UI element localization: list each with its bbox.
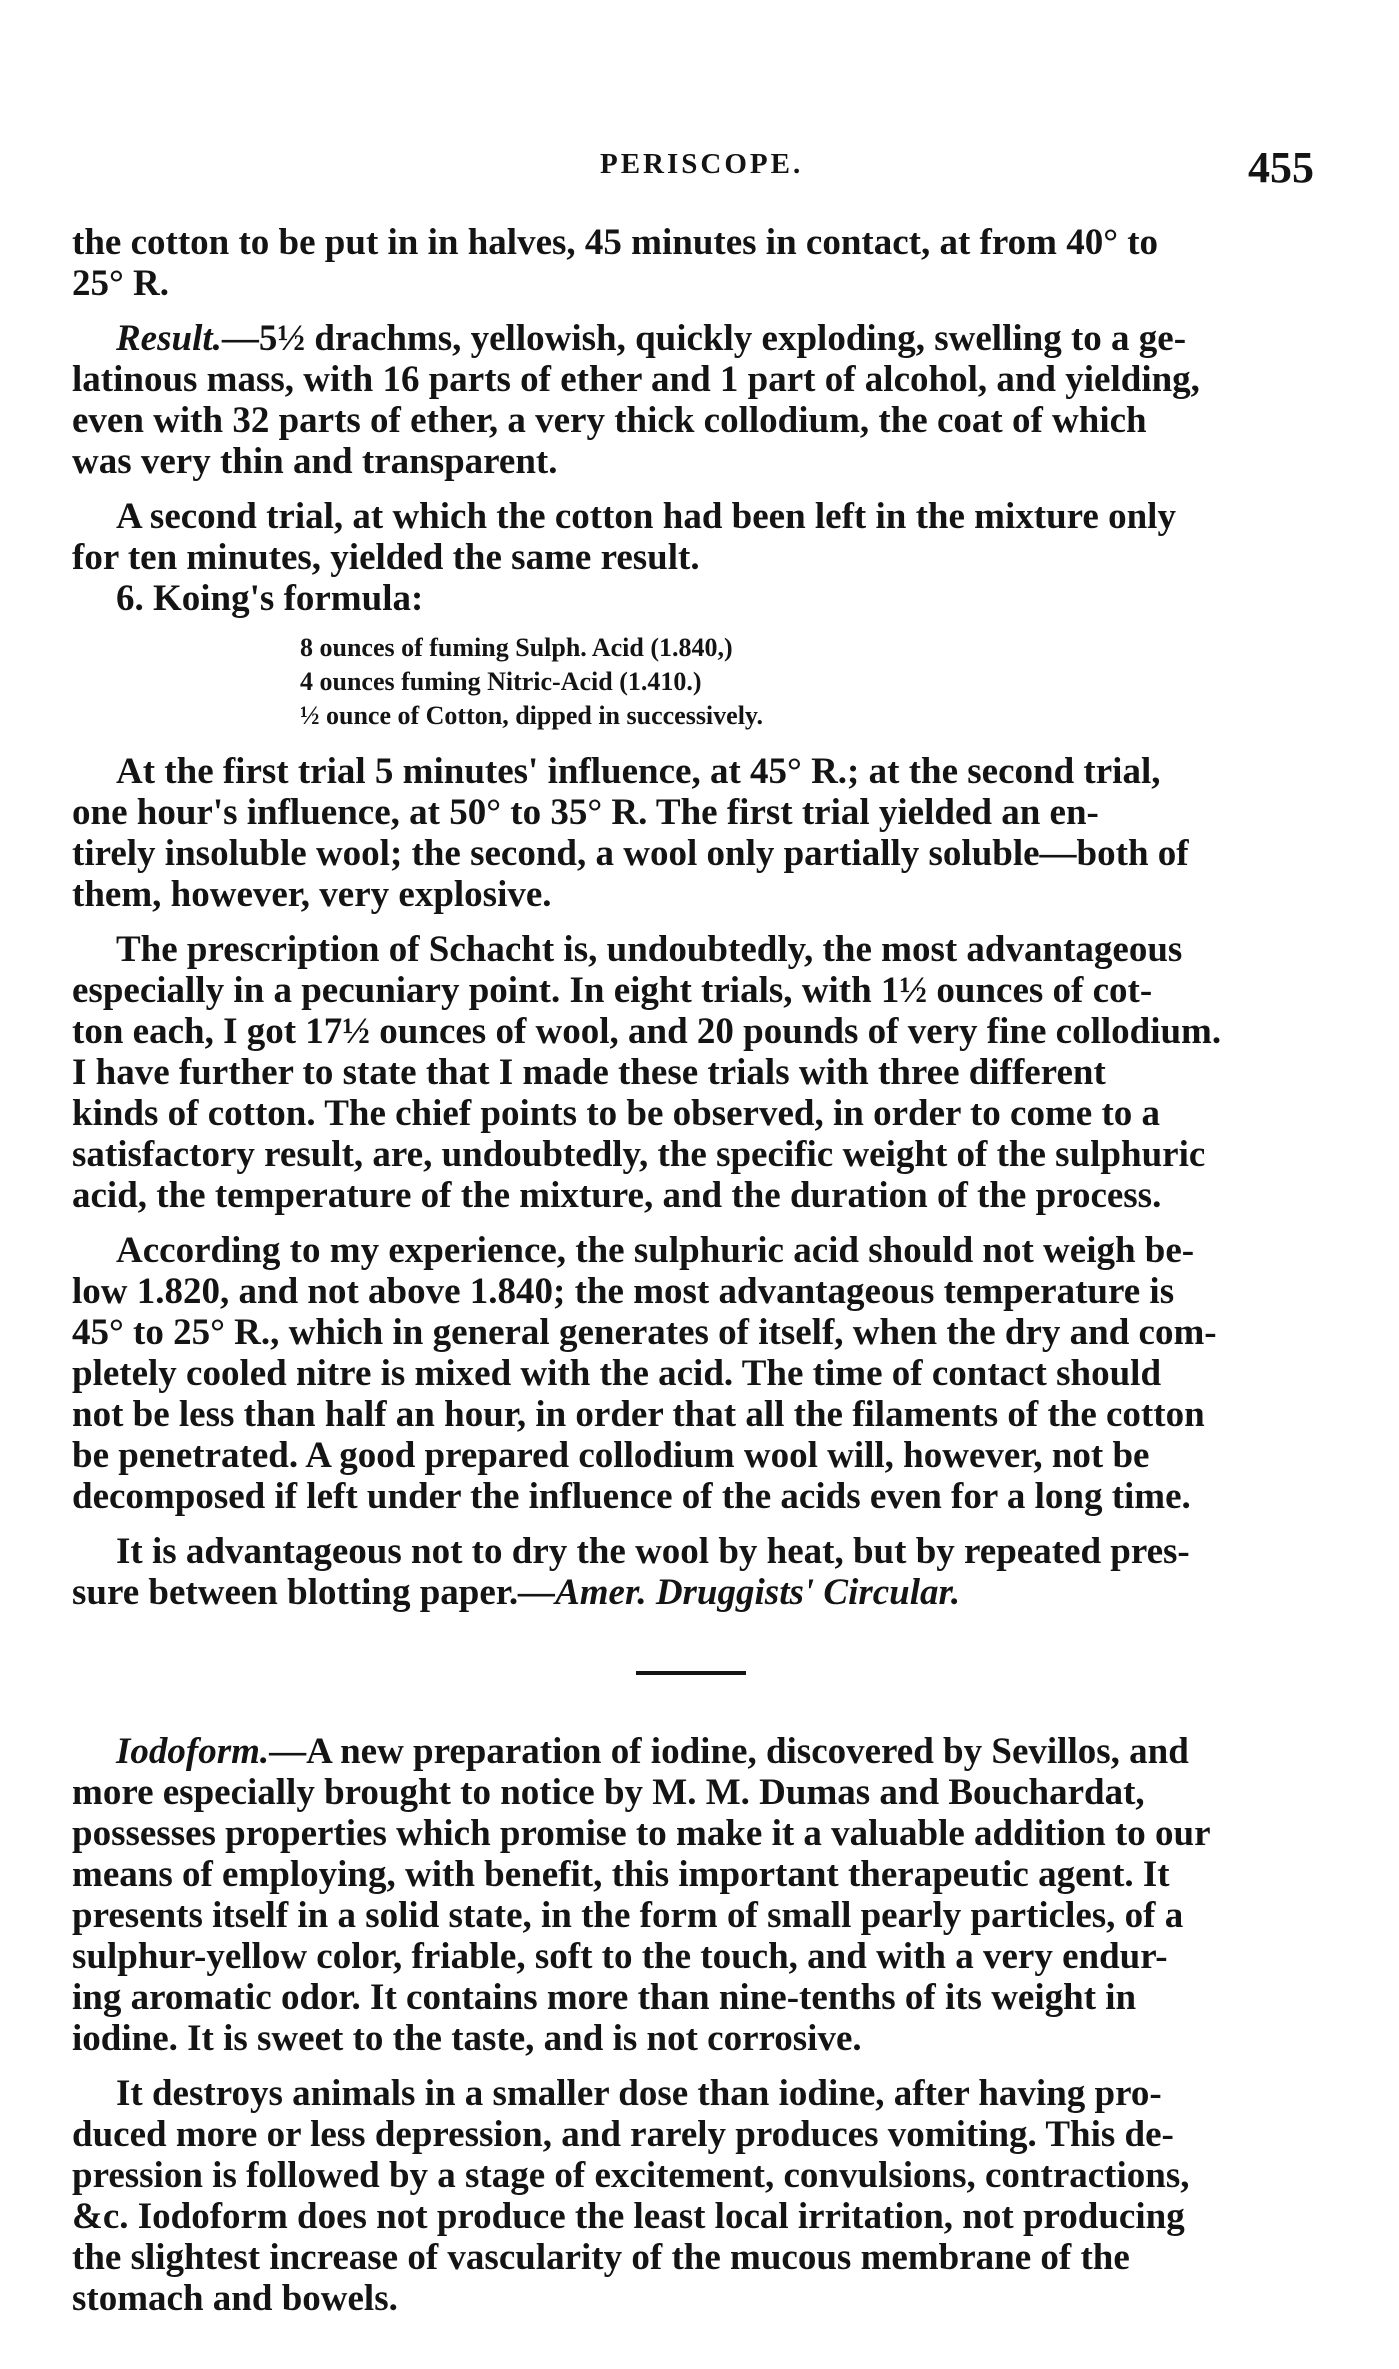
text-line: latinous mass, with 16 parts of ether and 1 part of alcohol, and yielding, — [72, 359, 1200, 400]
formula-line: 4 ounces fuming Nitric-Acid (1.410.) — [300, 667, 702, 696]
text-line: iodine. It is sweet to the taste, and is not corrosive. — [72, 2018, 862, 2059]
text-line: A second trial, at which the cotton had been left in the mixture only — [116, 496, 1176, 537]
text-line: —A new preparation of iodine, discovered by Sevillos, and — [269, 1731, 1189, 1772]
text-line: pression is followed by a stage of excitement, convulsions, contractions, — [72, 2155, 1190, 2196]
source-citation: —Amer. Druggists' Circular. — [518, 1572, 961, 1613]
paragraph-first-trial — [72, 751, 1310, 915]
text-line: was very thin and transparent. — [72, 441, 558, 482]
paragraph-continuation — [72, 222, 1310, 304]
paragraph-experience — [72, 1230, 1310, 1517]
formula-line: ½ ounce of Cotton, dipped in successively. — [300, 701, 763, 730]
text-line: duced more or less depression, and rarely produces vomiting. This de- — [72, 2114, 1174, 2155]
text-line: stomach and bowels. — [72, 2278, 398, 2319]
text-line: means of employing, with benefit, this important therapeutic agent. It — [72, 1854, 1170, 1895]
paragraph-schacht — [72, 929, 1310, 1216]
text-line: According to my experience, the sulphuric acid should not weigh be- — [116, 1230, 1195, 1271]
text-line: especially in a pecuniary point. In eight trials, with 1½ ounces of cot- — [72, 970, 1153, 1011]
text-line: acid, the temperature of the mixture, and the duration of the process. — [72, 1175, 1162, 1216]
text-line: The prescription of Schacht is, undoubtedly, the most advantageous — [116, 929, 1183, 970]
formula-line: 8 ounces of fuming Sulph. Acid (1.840,) — [300, 633, 733, 662]
text-line: At the first trial 5 minutes' influence, at 45° R.; at the second trial, — [116, 751, 1161, 792]
text-line: satisfactory result, are, undoubtedly, the specific weight of the sulphuric — [72, 1134, 1206, 1175]
text-line: —5½ drachms, yellowish, quickly exploding, swelling to a ge- — [221, 318, 1187, 359]
text-line: presents itself in a solid state, in the form of small pearly particles, of a — [72, 1895, 1184, 1936]
text-line: pletely cooled nitre is mixed with the acid. The time of contact should — [72, 1353, 1162, 1394]
text-line: the cotton to be put in in halves, 45 minutes in contact, at from 40° to — [72, 222, 1159, 263]
paragraph-result — [72, 318, 1310, 482]
text-line: not be less than half an hour, in order that all the filaments of the cotton — [72, 1394, 1205, 1435]
text-line: one hour's influence, at 50° to 35° R. The first trial yielded an en- — [72, 792, 1099, 833]
text-line: the slightest increase of vascularity of the mucous membrane of the — [72, 2237, 1130, 2278]
text-line: 6. Koing's formula: — [116, 578, 424, 619]
text-line: low 1.820, and not above 1.840; the most advantageous temperature is — [72, 1271, 1175, 1312]
text-line: 25° R. — [72, 263, 170, 304]
result-label: Result. — [116, 318, 222, 359]
text-line: more especially brought to notice by M. M. Dumas and Bouchardat, — [72, 1772, 1145, 1813]
text-line: for ten minutes, yielded the same result. — [72, 537, 700, 578]
section-divider — [636, 1671, 746, 1675]
text-line: It is advantageous not to dry the wool by heat, but by repeated pres- — [116, 1531, 1190, 1572]
paragraph-iodoform-effects — [72, 2073, 1310, 2319]
page-number: 455 — [1248, 143, 1314, 192]
iodoform-title: Iodoform. — [116, 1731, 270, 1772]
formula-block — [300, 631, 1310, 733]
text-line: tirely insoluble wool; the second, a wool only partially soluble—both of — [72, 833, 1189, 874]
paragraph-formula-heading — [72, 578, 1310, 619]
paragraph-second-trial — [72, 496, 1310, 578]
page-body — [72, 222, 1310, 2319]
paragraph-drying — [72, 1531, 1310, 1613]
text-line: even with 32 parts of ether, a very thick collodium, the coat of which — [72, 400, 1147, 441]
running-head: PERISCOPE. — [600, 148, 804, 180]
text-line: them, however, very explosive. — [72, 874, 552, 915]
text-line: It destroys animals in a smaller dose than iodine, after having pro- — [116, 2073, 1162, 2114]
text-line: ton each, I got 17½ ounces of wool, and 20 pounds of very fine collodium. — [72, 1011, 1222, 1052]
text-line: 45° to 25° R., which in general generates of itself, when the dry and com- — [72, 1312, 1217, 1353]
text-line: possesses properties which promise to make it a valuable addition to our — [72, 1813, 1211, 1854]
text-line: I have further to state that I made these trials with three different — [72, 1052, 1106, 1093]
paragraph-iodoform — [72, 1731, 1310, 2059]
text-line: ing aromatic odor. It contains more than nine-tenths of its weight in — [72, 1977, 1137, 2018]
text-line: decomposed if left under the influence of the acids even for a long time. — [72, 1476, 1191, 1517]
text-line: sulphur-yellow color, friable, soft to the touch, and with a very endur- — [72, 1936, 1168, 1977]
text-line: sure between blotting paper. — [72, 1572, 519, 1613]
text-line: kinds of cotton. The chief points to be observed, in order to come to a — [72, 1093, 1161, 1134]
text-line: &c. Iodoform does not produce the least local irritation, not producing — [72, 2196, 1185, 2237]
text-line: be penetrated. A good prepared collodium wool will, however, not be — [72, 1435, 1150, 1476]
